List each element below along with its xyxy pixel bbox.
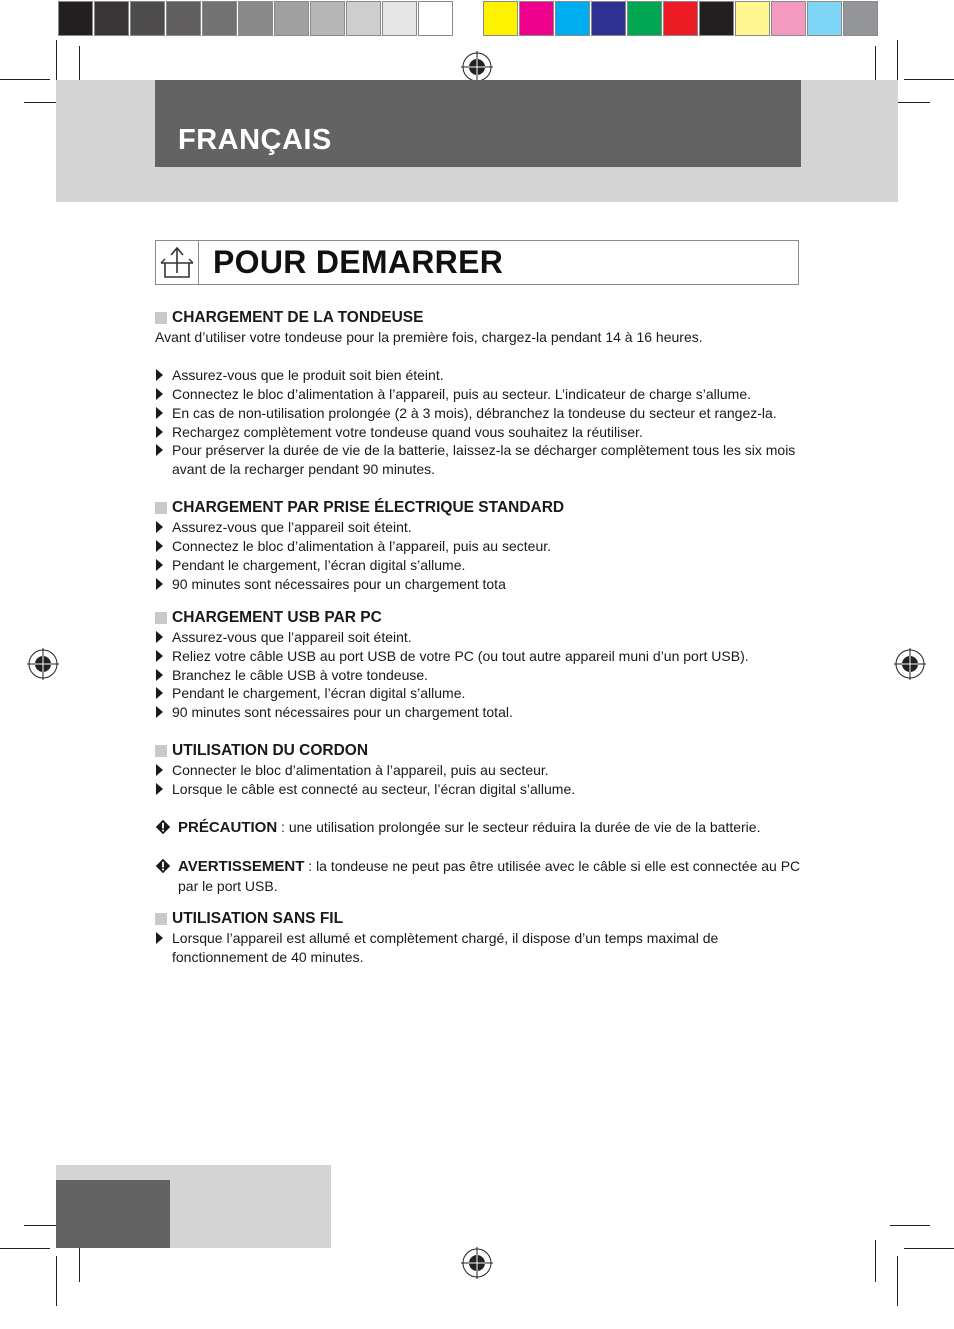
bullet-triangle-icon [156,388,163,400]
process-swatch-1 [519,1,554,36]
bullet-triangle-icon [156,631,163,643]
grayscale-swatch-8 [346,1,381,36]
list-item: Reliez votre câble USB au port USB de votre PC (ou tout autre appareil muni d’un port USB). [155,647,805,666]
grayscale-swatch-4 [202,1,237,36]
heading-square-icon [155,312,167,324]
grayscale-swatch-0 [58,1,93,36]
grayscale-swatch-1 [94,1,129,36]
process-swatch-5 [663,1,698,36]
grayscale-color-bar [58,1,454,37]
crop-mark [875,1240,876,1282]
list-charging-trimmer [155,366,805,479]
grayscale-swatch-7 [310,1,345,36]
list-item: Connectez le bloc d’alimentation à l’appareil, puis au secteur. [155,537,805,556]
crop-mark [0,79,50,80]
crop-mark [0,1248,50,1249]
crop-mark [890,1225,930,1226]
list-cord-use [155,761,805,799]
list-item: Pendant le chargement, l’écran digital s’allume. [155,556,805,575]
bullet-triangle-icon [156,650,163,662]
bullet-triangle-icon [156,407,163,419]
list-item: Lorsque le câble est connecté au secteur, l’écran digital s’allume. [155,780,805,799]
warning-label: AVERTISSEMENT [178,857,305,875]
crop-mark [904,1248,954,1249]
list-item: Assurez-vous que le produit soit bien éteint. [155,366,805,385]
list-item: 90 minutes sont nécessaires pour un chargement total. [155,703,805,722]
bullet-triangle-icon [156,426,163,438]
process-color-bar [483,1,879,37]
heading-usb-charging: CHARGEMENT USB PAR PC [155,608,805,628]
process-swatch-2 [555,1,590,36]
process-swatch-8 [771,1,806,36]
bullet-triangle-icon [156,369,163,381]
section-title: POUR DEMARRER [213,244,504,280]
instructions-content [155,308,805,967]
heading-square-icon [155,913,167,925]
intro-paragraph: Avant d’utiliser votre tondeuse pour la première fois, chargez-la pendant 14 à 16 heures. [155,329,703,345]
bullet-triangle-icon [156,578,163,590]
list-cordless-use [155,929,805,967]
bullet-triangle-icon [156,444,163,456]
crop-mark [904,79,954,80]
list-usb-charging [155,628,805,723]
grayscale-swatch-6 [274,1,309,36]
process-swatch-4 [627,1,662,36]
language-title: FRANÇAIS [178,124,332,156]
caution-text: : une utilisation prolongée sur le secteur réduira la durée de vie de la batterie. [277,818,761,835]
box-arrow-up-icon [156,241,198,284]
heading-square-icon [155,745,167,757]
process-swatch-10 [843,1,878,36]
grayscale-swatch-2 [130,1,165,36]
caution-note [155,818,805,838]
list-item: Assurez-vous que l’appareil soit éteint. [155,628,805,647]
grayscale-swatch-5 [238,1,273,36]
registration-mark-icon [27,648,59,680]
list-item: 90 minutes sont nécessaires pour un chargement tota [155,575,805,594]
list-item: Pendant le chargement, l’écran digital s’allume. [155,684,805,703]
grayscale-swatch-3 [166,1,201,36]
list-item: En cas de non-utilisation prolongée (2 à 3 mois), débranchez la tondeuse du secteur et rangez-la. [155,404,805,423]
grayscale-swatch-10 [418,1,453,36]
list-item: Rechargez complètement votre tondeuse quand vous souhaitez la réutiliser. [155,423,805,442]
bullet-triangle-icon [156,783,163,795]
process-swatch-6 [699,1,734,36]
crop-mark [56,1256,57,1306]
list-mains-charging [155,518,805,594]
bullet-triangle-icon [156,559,163,571]
caution-label: PRÉCAUTION [178,818,278,836]
grayscale-swatch-9 [382,1,417,36]
process-swatch-7 [735,1,770,36]
list-item: Connectez le bloc d’alimentation à l’appareil, puis au secteur. L’indicateur de charge s’allume. [155,385,805,404]
heading-cordless-use: UTILISATION SANS FIL [155,909,805,929]
process-swatch-3 [591,1,626,36]
process-swatch-9 [807,1,842,36]
warning-diamond-icon [155,819,171,835]
footer-page-marker [56,1180,170,1248]
list-item: Branchez le câble USB à votre tondeuse. [155,666,805,685]
list-item: Pour préserver la durée de vie de la batterie, laissez-la se décharger complètement tous les six mois avant de la recharger pendant 90 minutes. [155,441,805,479]
warning-note [155,857,805,896]
heading-square-icon [155,502,167,514]
heading-square-icon [155,612,167,624]
bullet-triangle-icon [156,764,163,776]
bullet-triangle-icon [156,669,163,681]
registration-mark-icon [894,648,926,680]
warning-text: : la tondeuse ne peut pas être utilisée avec le câble si elle est connectée au PC par le port USB. [178,857,801,894]
bullet-triangle-icon [156,706,163,718]
section-icon-cell [156,241,199,284]
process-swatch-0 [483,1,518,36]
registration-mark-icon [461,1247,493,1279]
list-item: Assurez-vous que l’appareil soit éteint. [155,518,805,537]
registration-mark-icon [461,51,493,83]
heading-charging-trimmer: CHARGEMENT DE LA TONDEUSE [155,308,805,328]
crop-mark [897,1256,898,1306]
list-item: Lorsque l’appareil est allumé et complètement chargé, il dispose d’un temps maximal de fonctionnement de 40 minutes. [155,929,805,967]
bullet-triangle-icon [156,932,163,944]
heading-mains-charging: CHARGEMENT PAR PRISE ÉLECTRIQUE STANDARD [155,498,805,518]
warning-diamond-icon [155,858,171,874]
list-item: Connecter le bloc d’alimentation à l’appareil, puis au secteur. [155,761,805,780]
bullet-triangle-icon [156,687,163,699]
heading-cord-use: UTILISATION DU CORDON [155,741,805,761]
bullet-triangle-icon [156,521,163,533]
bullet-triangle-icon [156,540,163,552]
